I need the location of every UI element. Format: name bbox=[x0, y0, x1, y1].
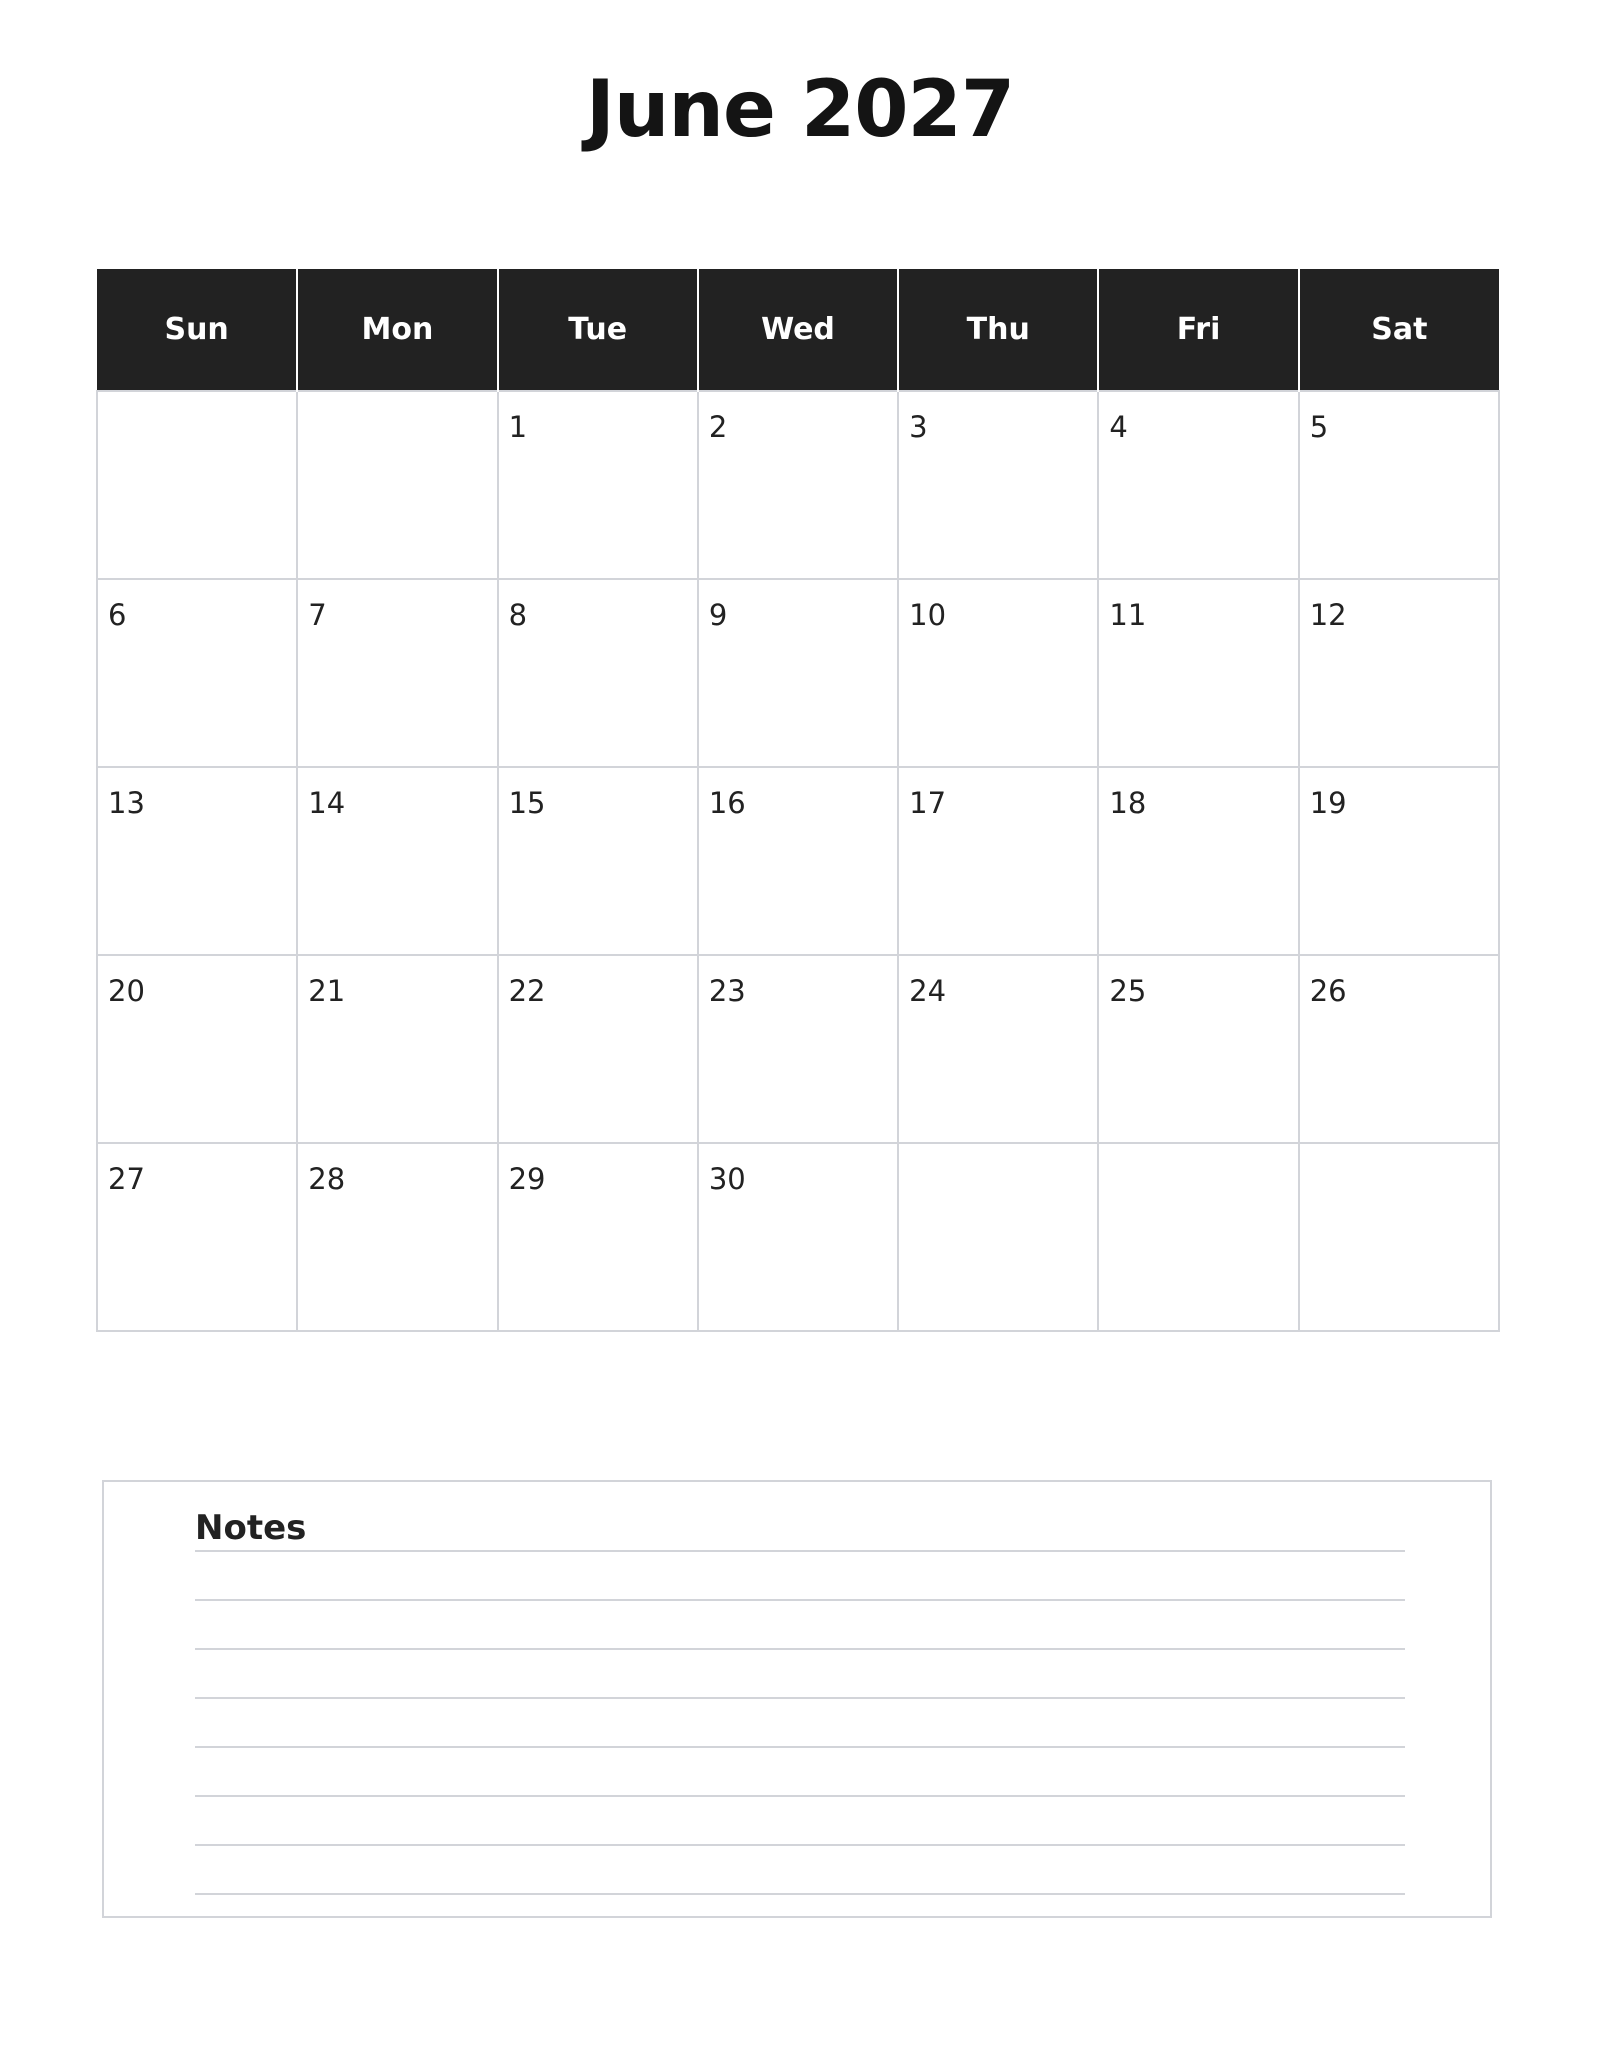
day-cell[interactable] bbox=[1299, 767, 1499, 955]
weekday-header-row bbox=[97, 269, 1499, 391]
day-number: 26 bbox=[1309, 974, 1347, 1008]
day-cell[interactable] bbox=[898, 767, 1098, 955]
day-cell[interactable] bbox=[498, 955, 698, 1143]
day-cell[interactable] bbox=[898, 579, 1098, 767]
day-cell[interactable] bbox=[698, 955, 898, 1143]
day-number: 21 bbox=[308, 974, 346, 1008]
day-cell[interactable] bbox=[498, 767, 698, 955]
page-title: June 2027 bbox=[585, 65, 1015, 155]
day-cell[interactable] bbox=[698, 1143, 898, 1331]
day-cell[interactable] bbox=[1098, 955, 1298, 1143]
day-cell[interactable] bbox=[1098, 391, 1298, 579]
day-number: 5 bbox=[1309, 410, 1329, 444]
day-number: 7 bbox=[308, 598, 327, 632]
week-row bbox=[97, 955, 1499, 1143]
day-number: 10 bbox=[909, 598, 947, 632]
day-number: 28 bbox=[308, 1162, 346, 1196]
weekday-header-wed: Wed bbox=[698, 269, 898, 391]
day-number: 19 bbox=[1309, 786, 1347, 820]
day-number: 6 bbox=[108, 598, 127, 632]
day-number bbox=[298, 392, 496, 410]
day-cell[interactable] bbox=[97, 955, 297, 1143]
day-number: 17 bbox=[909, 786, 947, 820]
day-number: 30 bbox=[708, 1162, 746, 1196]
day-number bbox=[899, 1144, 1097, 1162]
day-number: 14 bbox=[308, 786, 346, 820]
note-line[interactable] bbox=[195, 1844, 1405, 1846]
note-line[interactable] bbox=[195, 1599, 1405, 1601]
day-cell[interactable] bbox=[1098, 767, 1298, 955]
weekday-header-thu: Thu bbox=[898, 269, 1098, 391]
day-cell[interactable] bbox=[97, 579, 297, 767]
note-line[interactable] bbox=[195, 1795, 1405, 1797]
note-line[interactable] bbox=[195, 1893, 1405, 1895]
day-number: 2 bbox=[708, 410, 728, 444]
day-number: 25 bbox=[1109, 974, 1147, 1008]
week-row bbox=[97, 1143, 1499, 1331]
weekday-header-mon: Mon bbox=[297, 269, 497, 391]
day-cell[interactable] bbox=[297, 391, 497, 579]
day-number: 12 bbox=[1309, 598, 1347, 632]
day-cell[interactable] bbox=[898, 955, 1098, 1143]
day-number: 18 bbox=[1109, 786, 1147, 820]
note-line[interactable] bbox=[195, 1648, 1405, 1650]
day-cell[interactable] bbox=[97, 767, 297, 955]
day-cell[interactable] bbox=[1098, 1143, 1298, 1331]
day-cell[interactable] bbox=[698, 579, 898, 767]
day-number bbox=[1099, 1144, 1297, 1162]
day-number: 4 bbox=[1109, 410, 1128, 444]
day-number bbox=[98, 392, 296, 410]
day-cell[interactable] bbox=[498, 391, 698, 579]
day-cell[interactable] bbox=[97, 1143, 297, 1331]
day-number: 9 bbox=[708, 598, 728, 632]
weekday-header-sun: Sun bbox=[97, 269, 297, 391]
day-cell[interactable] bbox=[97, 391, 297, 579]
day-number: 8 bbox=[508, 598, 528, 632]
day-cell[interactable] bbox=[498, 579, 698, 767]
day-cell[interactable] bbox=[297, 579, 497, 767]
week-row bbox=[97, 579, 1499, 767]
weekday-header-tue: Tue bbox=[498, 269, 698, 391]
day-number: 15 bbox=[508, 786, 546, 820]
notes-heading: Notes bbox=[195, 1508, 307, 1548]
note-line[interactable] bbox=[195, 1746, 1405, 1748]
day-number: 3 bbox=[909, 410, 928, 444]
day-cell[interactable] bbox=[1299, 1143, 1499, 1331]
day-cell[interactable] bbox=[1098, 579, 1298, 767]
weekday-header-fri: Fri bbox=[1098, 269, 1298, 391]
day-cell[interactable] bbox=[1299, 391, 1499, 579]
week-row bbox=[97, 767, 1499, 955]
day-cell[interactable] bbox=[297, 1143, 497, 1331]
calendar-grid bbox=[96, 269, 1500, 1332]
notes-section bbox=[102, 1480, 1492, 1918]
day-number: 24 bbox=[909, 974, 947, 1008]
day-cell[interactable] bbox=[898, 1143, 1098, 1331]
day-number: 22 bbox=[508, 974, 546, 1008]
day-cell[interactable] bbox=[698, 767, 898, 955]
day-cell[interactable] bbox=[1299, 579, 1499, 767]
day-number: 23 bbox=[708, 974, 746, 1008]
day-number: 27 bbox=[108, 1162, 145, 1196]
weekday-header-sat: Sat bbox=[1299, 269, 1499, 391]
day-number: 20 bbox=[108, 974, 145, 1008]
day-number: 1 bbox=[508, 410, 528, 444]
day-number: 13 bbox=[108, 786, 145, 820]
note-line[interactable] bbox=[195, 1550, 1405, 1552]
note-line[interactable] bbox=[195, 1697, 1405, 1699]
day-number: 29 bbox=[508, 1162, 546, 1196]
day-number: 16 bbox=[708, 786, 746, 820]
day-number bbox=[1300, 1144, 1498, 1162]
week-row bbox=[97, 391, 1499, 579]
day-cell[interactable] bbox=[698, 391, 898, 579]
day-number: 11 bbox=[1109, 598, 1147, 632]
day-cell[interactable] bbox=[297, 955, 497, 1143]
day-cell[interactable] bbox=[1299, 955, 1499, 1143]
day-cell[interactable] bbox=[297, 767, 497, 955]
day-cell[interactable] bbox=[498, 1143, 698, 1331]
day-cell[interactable] bbox=[898, 391, 1098, 579]
